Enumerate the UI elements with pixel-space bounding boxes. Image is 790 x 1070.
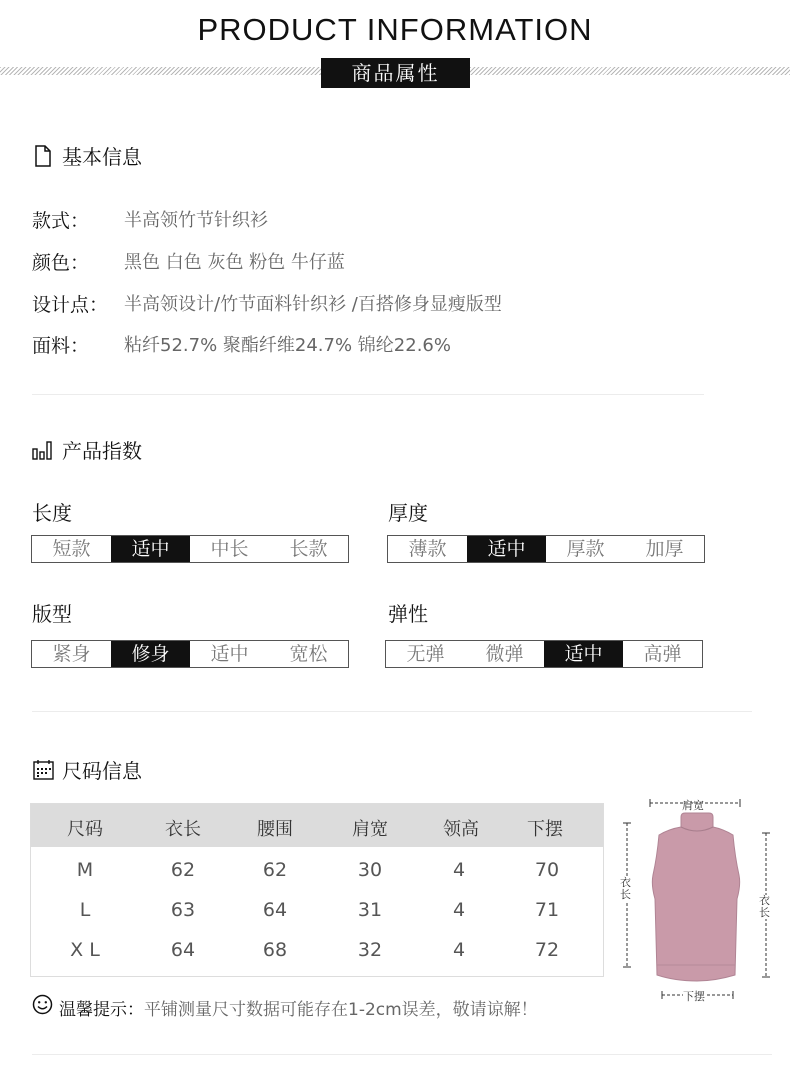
fit-title: 版型 [32,602,72,626]
table-cell: X L [70,939,100,961]
info-value: 半高领设计/竹节面料针织衫 /百搭修身显瘦版型 [124,294,502,315]
length-right-label: 衣长 [759,894,770,919]
info-row-design [32,290,502,317]
scale-option: 适中 [467,536,546,562]
fit-scale [31,640,349,668]
basic-info-title: 基本信息 [62,145,142,169]
table-cell: 70 [534,859,560,881]
scale-option: 短款 [52,538,91,560]
bar-chart-icon [32,439,54,461]
scale-option: 高弹 [643,643,682,665]
table-cell: 30 [357,859,383,881]
table-cell: 4 [452,899,466,921]
header-hatch-right [470,67,790,75]
table-cell: 71 [534,899,560,921]
page-subtitle: 商品属性 [321,58,470,88]
thickness-title: 厚度 [388,501,428,525]
header-hatch-left [0,67,321,75]
column-header: 下摆 [527,819,563,840]
table-header [31,804,603,847]
column-header: 腰围 [257,819,293,840]
table-cell: 63 [170,899,196,921]
tip-prefix: 温馨提示： [59,999,144,1020]
table-row [31,889,603,929]
info-label: 面料： [32,335,90,357]
product-index-header [32,435,142,464]
table-cell: 4 [452,939,466,961]
shoulder-label: 肩宽 [682,799,704,812]
table-cell: 64 [262,899,288,921]
tip-message: 平铺测量尺寸数据可能存在1-2cm误差，敬请谅解！ [144,999,538,1020]
length-scale [31,535,349,563]
table-cell: L [79,899,91,921]
info-row-style [32,206,268,233]
table-cell: 62 [262,859,288,881]
info-label: 颜色： [32,252,90,274]
info-value: 粘纤52.7% 聚酯纤维24.7% 锦纶22.6% [124,335,451,356]
info-label: 设计点： [32,294,109,316]
length-left-label: 衣长 [620,876,631,901]
page-title: PRODUCT INFORMATION [197,12,593,47]
thickness-scale [387,535,705,563]
table-cell: 31 [357,899,383,921]
scale-option: 修身 [111,641,190,667]
info-label: 款式： [32,210,90,232]
scale-option: 紧身 [52,643,91,665]
elasticity-title: 弹性 [388,602,428,626]
scale-option: 厚款 [566,538,605,560]
scale-option: 无弹 [406,643,445,665]
sleeveless-top-shape [652,813,739,981]
info-value: 黑色 白色 灰色 粉色 牛仔蓝 [124,252,345,273]
smiley-icon [32,994,53,1020]
scale-option: 长款 [289,538,328,560]
length-title: 长度 [32,501,72,525]
info-row-fabric [32,331,451,358]
scale-option: 适中 [544,641,623,667]
product-index-title: 产品指数 [62,439,142,463]
table-row [31,929,603,969]
section-divider [32,394,704,395]
elasticity-scale [385,640,703,668]
measurement-tip [32,994,538,1020]
scale-option: 加厚 [645,538,684,560]
size-info-title: 尺码信息 [62,759,142,783]
column-header: 肩宽 [352,819,388,840]
table-cell: 32 [357,939,383,961]
scale-option: 微弹 [485,643,524,665]
scale-option: 中长 [210,538,249,560]
info-value: 半高领竹节针织衫 [124,210,268,231]
scale-option: 薄款 [408,538,447,560]
table-cell: M [76,859,94,881]
basic-info-header [32,141,142,170]
size-table [30,803,604,977]
table-cell: 64 [170,939,196,961]
scale-option: 宽松 [289,643,328,665]
scale-option: 适中 [111,536,190,562]
table-cell: 72 [534,939,560,961]
document-icon [32,145,54,167]
table-row [31,849,603,889]
table-cell: 68 [262,939,288,961]
column-header: 衣长 [165,819,201,840]
calendar-icon [32,759,54,781]
column-header: 尺码 [67,819,103,840]
scale-option: 适中 [210,643,249,665]
table-cell: 62 [170,859,196,881]
section-divider [32,1054,772,1055]
size-info-header [32,755,142,784]
hem-label: 下摆 [683,990,705,1003]
section-divider [32,711,752,712]
info-row-color [32,248,345,275]
table-cell: 4 [452,859,466,881]
column-header: 领高 [443,819,479,840]
garment-diagram [615,795,785,1010]
